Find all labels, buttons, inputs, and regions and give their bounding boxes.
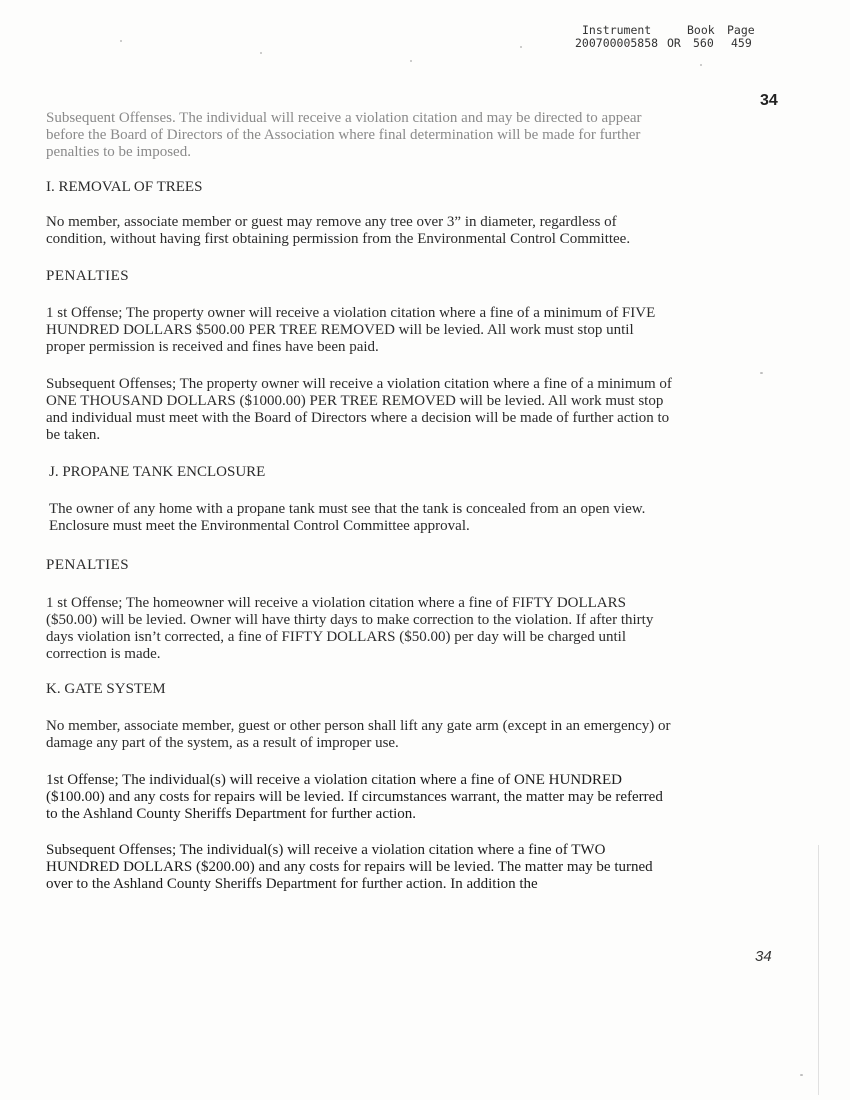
paragraph-trees-first-offense: 1 st Offense; The property owner will receive a violation citation where a fine of a minimum of FIVE HUNDRED DOLLARS $500.00 PER TREE REMOVED will be levied. All work must stop until proper permission is received and fines have been paid.: [46, 305, 656, 355]
paragraph-subsequent-offenses-h: Subsequent Offenses. The individual will receive a violation citation and may be directed to appear before the Board of Directors of the Association where final determination will be made for further penalties to be imposed.: [46, 110, 642, 160]
scan-speck: [260, 52, 262, 54]
stamp-value-row: [575, 37, 755, 50]
paragraph-propane-first-offense: 1 st Offense; The homeowner will receive a violation citation where a fine of FIFTY DOLLARS ($50.00) will be levied. Owner will have thirty days to make correction to the violation. If after thirty days violation isn’t corrected, a fine of FIFTY DOLLARS ($50.00) per day will be charged until correction is made.: [46, 595, 654, 662]
heading-propane-tank-enclosure: J. PROPANE TANK ENCLOSURE: [49, 464, 266, 480]
scan-speck: [520, 46, 522, 48]
paragraph-trees-subsequent-offense: Subsequent Offenses; The property owner will receive a violation citation where a fine of a minimum of ONE THOUSAND DOLLARS ($1000.00) PER TREE REMOVED will be levied. All work must stop and individual must meet with the Board of Directors where a decision will be made of further action to be taken.: [46, 376, 672, 443]
paragraph-gate-first-offense: 1st Offense; The individual(s) will receive a violation citation where a fine of ONE HUNDRED ($100.00) and any costs for repairs will be levied. If circumstances warrant, the matter may be referred to the Ashland County Sheriffs Department for further action.: [46, 772, 663, 822]
scan-speck: [800, 1074, 803, 1076]
heading-gate-system: K. GATE SYSTEM: [46, 681, 166, 697]
scan-speck: [120, 40, 122, 42]
page-number-top: 34: [760, 92, 778, 109]
paragraph-trees-rule: No member, associate member or guest may remove any tree over 3” in diameter, regardless of condition, without having first obtaining permission from the Environmental Control Committee.: [46, 214, 631, 247]
stamp-instrument-header: Instrument: [582, 23, 652, 37]
stamp-instrument-number: 200700005858: [575, 36, 659, 50]
heading-penalties-propane: PENALTIES: [46, 557, 130, 573]
stamp-book-header: Book: [687, 23, 715, 37]
recording-stamp: [575, 24, 755, 50]
stamp-page-number: 459: [731, 36, 752, 50]
paragraph-gate-subsequent-offense: Subsequent Offenses; The individual(s) will receive a violation citation where a fine of TWO HUNDRED DOLLARS ($200.00) and any costs for repairs will be levied. The matter may be turned over to the Ashland County Sheriffs Department for further action. In addition the: [46, 842, 653, 892]
document-body: [46, 110, 676, 893]
heading-penalties-trees: PENALTIES: [46, 268, 130, 284]
stamp-page-header: Page: [727, 23, 755, 37]
stamp-book-type: OR: [667, 36, 681, 50]
stamp-book-number: 560: [693, 36, 714, 50]
scan-speck: [760, 372, 763, 374]
scan-edge-line: [818, 845, 819, 1095]
heading-removal-of-trees: I. REMOVAL OF TREES: [46, 179, 203, 195]
page-number-bottom: 34: [755, 948, 772, 965]
paragraph-propane-rule: The owner of any home with a propane tank must see that the tank is concealed from an open view. Enclosure must meet the Environmental Control Committee approval.: [49, 501, 646, 534]
scan-speck: [700, 64, 702, 66]
paragraph-gate-rule: No member, associate member, guest or other person shall lift any gate arm (except in an emergency) or damage any part of the system, as a result of improper use.: [46, 718, 671, 751]
scan-speck: [410, 60, 412, 62]
